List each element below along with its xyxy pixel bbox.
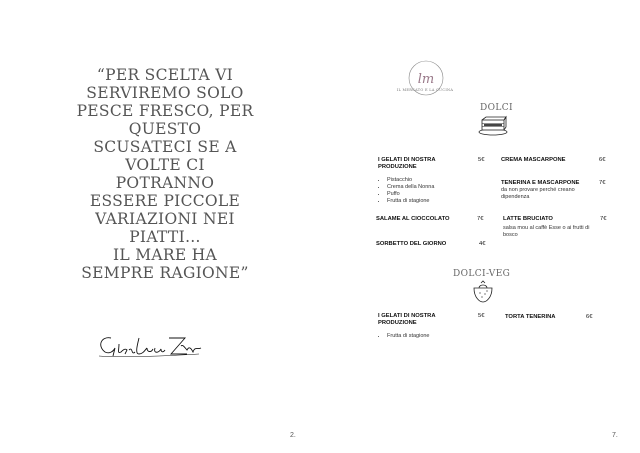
menu-item-price: 5€ bbox=[478, 157, 485, 163]
menu-item-price: 7€ bbox=[600, 216, 607, 222]
flavor-item: • Pistacchio bbox=[387, 177, 434, 184]
flavor-list bbox=[378, 333, 430, 340]
page-number: 7. bbox=[612, 432, 618, 439]
page-number: 2. bbox=[290, 432, 296, 439]
menu-item-price: 4€ bbox=[479, 241, 486, 247]
menu-item-price: 5€ bbox=[478, 313, 485, 319]
flavor-item: • Frutta di stagione bbox=[387, 333, 430, 340]
logo-monogram: lm bbox=[417, 72, 435, 87]
quote-line: PESCE FRESCO, PER bbox=[76, 102, 254, 120]
menu-item-price: 7€ bbox=[477, 216, 484, 222]
flavor-list bbox=[378, 177, 434, 205]
section-title-dolci: DOLCI bbox=[480, 103, 514, 113]
flavor-item: • Crema della Nonna bbox=[387, 184, 434, 191]
quote-line: PIATTI… bbox=[129, 228, 201, 246]
section-title-dolci-veg: DOLCI-VEG bbox=[453, 269, 511, 279]
tiramisu-cake-icon bbox=[476, 114, 510, 136]
restaurant-logo bbox=[398, 60, 454, 104]
logo-text: IL MERCATO E LA CUCINA bbox=[396, 88, 454, 92]
menu-item-latte-bruciato: LATTE BRUCIATO bbox=[503, 216, 553, 222]
flavor-item: • Frutta di stagione bbox=[387, 198, 434, 205]
quote-line: VOLTE CI bbox=[125, 156, 205, 174]
menu-item-gelati: I GELATI DI NOSTRA PRODUZIONE bbox=[378, 157, 436, 170]
quote-line: SEMPRE RAGIONE” bbox=[81, 264, 249, 282]
right-page bbox=[320, 0, 640, 453]
menu-item-torta-tenerina: TORTA TENERINA bbox=[505, 314, 556, 320]
chef-signature bbox=[95, 332, 205, 362]
menu-item-price: 7€ bbox=[599, 180, 606, 186]
quote-line: SCUSATECI SE A bbox=[93, 138, 237, 156]
flavor-item: • Puffo bbox=[387, 191, 434, 198]
menu-item-crema-mascarpone: CREMA MASCARPONE bbox=[501, 157, 566, 163]
menu-item-sorbetto: SORBETTO DEL GIORNO bbox=[376, 241, 447, 247]
menu-item-price: 6€ bbox=[586, 314, 593, 320]
menu-item-price: 6€ bbox=[599, 157, 606, 163]
menu-item-salame: SALAME AL CIOCCOLATO bbox=[376, 216, 450, 222]
quote-line: VARIAZIONI NEI bbox=[95, 210, 235, 228]
quote-line: ESSERE PICCOLE bbox=[89, 192, 241, 210]
menu-item-description: da non provare perché creano dipendenza bbox=[501, 187, 575, 200]
quote-line: POTRANNO bbox=[115, 174, 215, 192]
chef-quote bbox=[60, 66, 270, 282]
quote-line: SERVIREMO SOLO bbox=[86, 84, 244, 102]
quote-line: “PER SCELTA VI bbox=[96, 66, 234, 84]
quote-line: IL MARE HA bbox=[112, 246, 218, 264]
menu-item-description: salsa mou al caffè Esse o ai frutti di bosco bbox=[503, 225, 590, 238]
menu-item-gelati-veg: I GELATI DI NOSTRA PRODUZIONE bbox=[378, 313, 436, 326]
strawberry-dessert-icon bbox=[470, 280, 496, 304]
quote-line: QUESTO bbox=[128, 120, 202, 138]
menu-item-tenerina-mascarpone: TENERINA E MASCARPONE bbox=[501, 180, 580, 186]
